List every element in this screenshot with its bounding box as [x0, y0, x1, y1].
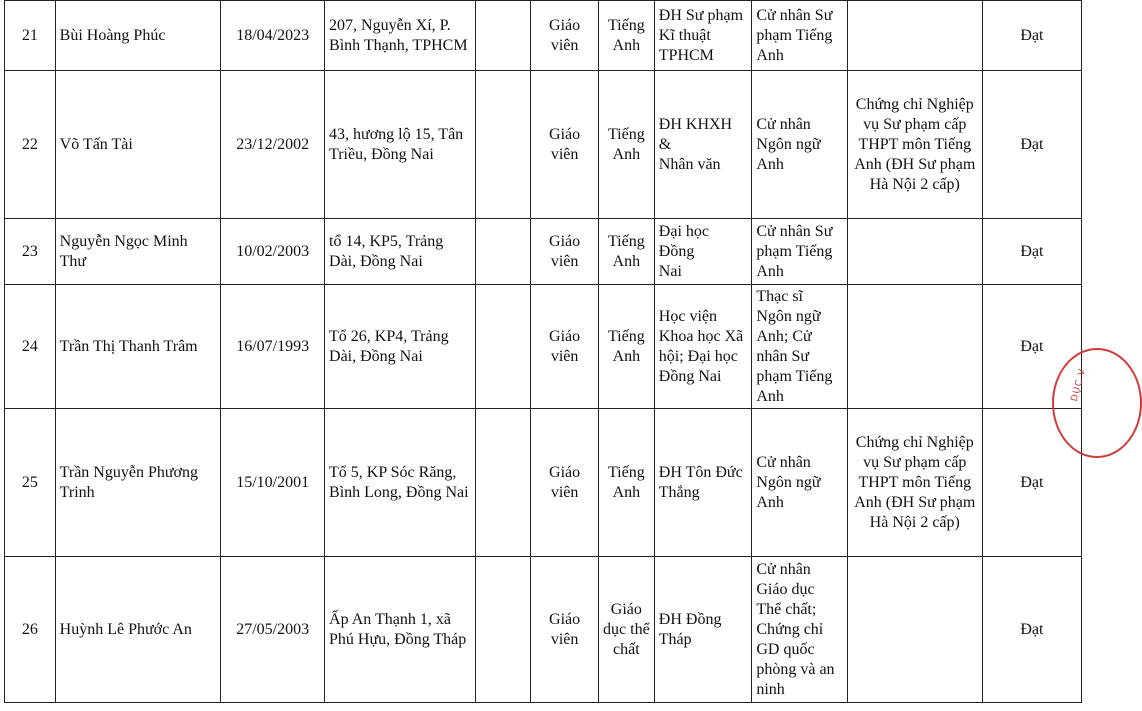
cell-position-text: Giáo viên [549, 610, 581, 648]
cell-certificate [847, 557, 982, 703]
cell-result-text: Đạt [1020, 473, 1044, 491]
table-body [5, 1, 1082, 703]
cell-position [531, 1, 599, 71]
cell-degree [752, 219, 847, 285]
table-row [5, 285, 1082, 409]
cell-position [531, 219, 599, 285]
cell-school-text: ĐH Tôn Đức Thắng [658, 463, 743, 501]
cell-address-text: Ấp An Thạnh 1, xã Phú Hựu, Đồng Tháp [329, 610, 467, 648]
cell-subject-text: Tiếng Anh [607, 232, 645, 270]
cell-result [982, 557, 1081, 703]
cell-blank [475, 71, 530, 219]
cell-address-text: tổ 14, KP5, Trảng Dài, Đồng Nai [329, 232, 444, 270]
table-row [5, 1, 1082, 71]
cell-no [5, 409, 56, 557]
cell-dob-text: 15/10/2001 [236, 473, 310, 491]
cell-degree [752, 409, 847, 557]
cell-address [325, 71, 476, 219]
cell-subject [598, 409, 654, 557]
cell-certificate [847, 285, 982, 409]
cell-dob [221, 1, 325, 71]
cell-result-text: Đạt [1020, 135, 1044, 153]
cell-degree-text: Thạc sĩ Ngôn ngữ Anh; Cử nhân Sư phạm Tiếng Anh [756, 287, 833, 405]
cell-dob-text: 10/02/2003 [236, 242, 310, 260]
cell-degree-text: Cử nhân Giáo dục Thể chất; Chứng chỉ GD quốc phòng và an ninh [756, 560, 835, 698]
cell-position [531, 409, 599, 557]
cell-dob-text: 27/05/2003 [236, 620, 310, 638]
cell-no [5, 557, 56, 703]
cell-address-text: Tổ 5, KP Sóc Răng, Bình Long, Đồng Nai [329, 463, 469, 501]
cell-certificate-text: Chứng chỉ Nghiệp vụ Sư phạm cấp THPT môn Tiếng Anh (ĐH Sư phạm Hà Nội 2 cấp) [854, 95, 976, 193]
cell-school [654, 409, 752, 557]
cell-subject [598, 71, 654, 219]
cell-dob-text: 18/04/2023 [236, 26, 310, 44]
cell-address [325, 219, 476, 285]
cell-certificate [847, 71, 982, 219]
cell-name [55, 1, 221, 71]
cell-name-text: Trần Nguyễn Phương Trinh [59, 463, 198, 501]
cell-dob [221, 285, 325, 409]
cell-address [325, 1, 476, 71]
cell-certificate [847, 1, 982, 71]
cell-name-text: Bùi Hoàng Phúc [59, 26, 166, 44]
cell-subject [598, 285, 654, 409]
cell-no-text: 23 [21, 242, 38, 260]
cell-result-text: Đạt [1020, 620, 1044, 638]
cell-position-text: Giáo viên [549, 327, 581, 365]
cell-no-text: 25 [21, 473, 38, 491]
cell-school [654, 219, 752, 285]
cell-name [55, 409, 221, 557]
cell-position [531, 557, 599, 703]
cell-subject-text: Tiếng Anh [607, 16, 645, 54]
cell-position-text: Giáo viên [549, 16, 581, 54]
cell-certificate [847, 219, 982, 285]
cell-no-text: 26 [21, 620, 38, 638]
cell-name-text: Huỳnh Lê Phước An [59, 620, 192, 638]
cell-name [55, 557, 221, 703]
cell-blank [475, 1, 530, 71]
cell-degree [752, 1, 847, 71]
cell-name-text: Nguyễn Ngọc Minh Thư [59, 232, 188, 270]
cell-degree-text: Cử nhân Sư phạm Tiếng Anh [756, 6, 833, 64]
cell-school-text: Học viện Khoa học Xã hội; Đại học Đồng Nai [658, 307, 744, 385]
cell-blank [475, 557, 530, 703]
cell-school [654, 71, 752, 219]
cell-school [654, 1, 752, 71]
cell-result-text: Đạt [1020, 337, 1044, 355]
table-row [5, 409, 1082, 557]
table-row [5, 557, 1082, 703]
table-row [5, 219, 1082, 285]
cell-no [5, 1, 56, 71]
candidate-table [4, 0, 1082, 703]
cell-certificate-text: Chứng chỉ Nghiệp vụ Sư phạm cấp THPT môn Tiếng Anh (ĐH Sư phạm Hà Nội 2 cấp) [854, 433, 976, 531]
cell-position [531, 285, 599, 409]
cell-no [5, 219, 56, 285]
cell-subject [598, 1, 654, 71]
cell-no [5, 71, 56, 219]
cell-name [55, 219, 221, 285]
cell-degree-text: Cử nhân Ngôn ngữ Anh [756, 115, 821, 173]
cell-dob [221, 409, 325, 557]
cell-dob [221, 71, 325, 219]
cell-result [982, 71, 1081, 219]
cell-school [654, 557, 752, 703]
cell-school-text: ĐH Đồng Tháp [658, 610, 722, 648]
cell-subject-text: Tiếng Anh [607, 463, 645, 501]
cell-dob [221, 557, 325, 703]
cell-school-text: ĐH KHXH & Nhân văn [658, 115, 733, 173]
cell-result [982, 1, 1081, 71]
cell-subject [598, 557, 654, 703]
cell-blank [475, 219, 530, 285]
cell-address [325, 557, 476, 703]
cell-degree [752, 71, 847, 219]
cell-name [55, 285, 221, 409]
cell-position [531, 71, 599, 219]
cell-blank [475, 285, 530, 409]
cell-address [325, 409, 476, 557]
cell-address-text: 43, hương lộ 15, Tân Triều, Đồng Nai [329, 125, 464, 163]
cell-subject-text: Giáo dục thể chất [603, 600, 650, 658]
cell-subject-text: Tiếng Anh [607, 125, 645, 163]
cell-address-text: 207, Nguyễn Xí, P. Bình Thạnh, TPHCM [329, 16, 468, 54]
cell-degree-text: Cử nhân Sư phạm Tiếng Anh [756, 222, 833, 280]
cell-dob-text: 23/12/2002 [236, 135, 310, 153]
cell-degree-text: Cử nhân Ngôn ngữ Anh [756, 453, 821, 511]
cell-address [325, 285, 476, 409]
cell-result-text: Đạt [1020, 242, 1044, 260]
cell-position-text: Giáo viên [549, 232, 581, 270]
cell-degree [752, 285, 847, 409]
cell-subject [598, 219, 654, 285]
cell-no-text: 24 [21, 337, 38, 355]
cell-certificate [847, 409, 982, 557]
cell-blank [475, 409, 530, 557]
cell-position-text: Giáo viên [549, 125, 581, 163]
cell-no [5, 285, 56, 409]
cell-name [55, 71, 221, 219]
cell-subject-text: Tiếng Anh [607, 327, 645, 365]
cell-name-text: Võ Tấn Tài [59, 135, 133, 153]
cell-degree [752, 557, 847, 703]
cell-no-text: 22 [21, 135, 38, 153]
cell-school-text: ĐH Sư phạm Kĩ thuật TPHCM [658, 6, 744, 64]
cell-dob [221, 219, 325, 285]
cell-school [654, 285, 752, 409]
cell-dob-text: 16/07/1993 [236, 337, 310, 355]
cell-name-text: Trần Thị Thanh Trâm [59, 337, 198, 355]
cell-school-text: Đại học Đồng Nai [658, 222, 709, 280]
cell-result-text: Đạt [1020, 26, 1044, 44]
table-row [5, 71, 1082, 219]
cell-position-text: Giáo viên [549, 463, 581, 501]
red-seal-stamp: DỤC V [1052, 348, 1142, 458]
cell-result [982, 219, 1081, 285]
cell-no-text: 21 [21, 26, 38, 44]
cell-address-text: Tổ 26, KP4, Trảng Dài, Đồng Nai [329, 327, 449, 365]
